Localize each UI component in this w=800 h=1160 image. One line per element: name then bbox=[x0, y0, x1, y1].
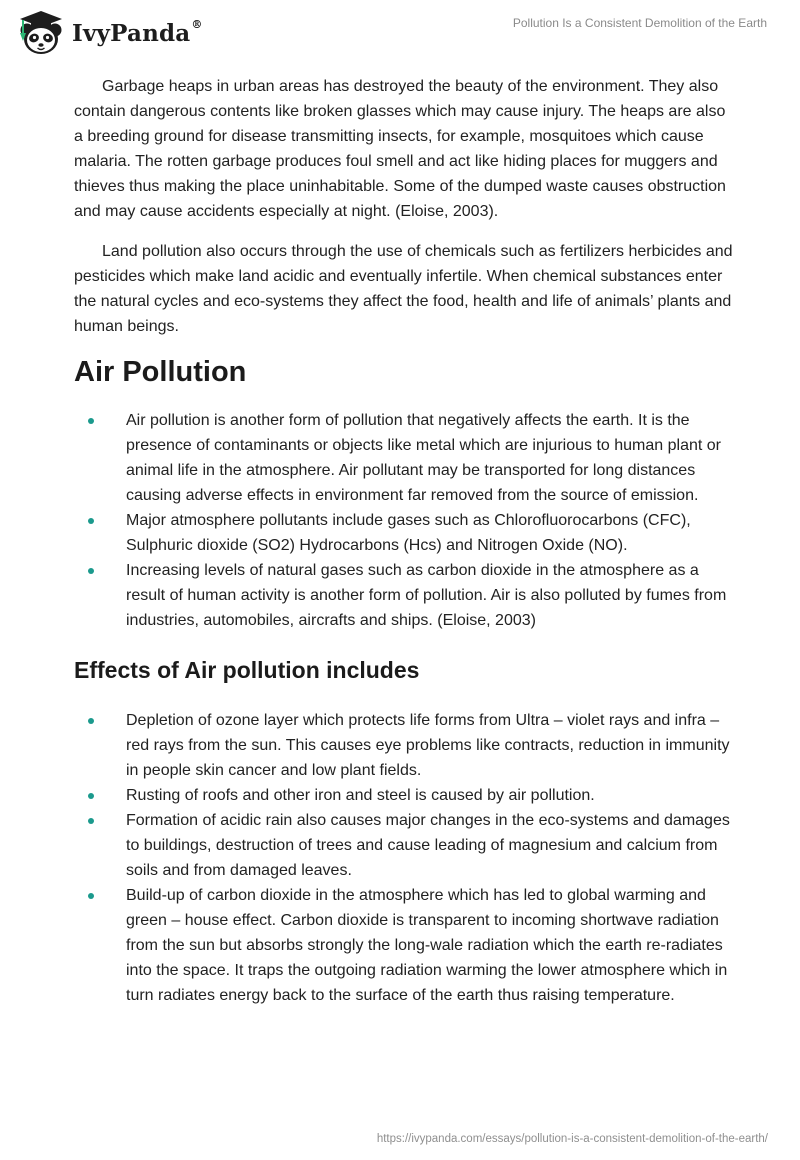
source-url-link[interactable]: https://ivypanda.com/essays/pollution-is-a-consistent-demolition-of-the-earth/ bbox=[376, 1133, 768, 1145]
list-item-text: Formation of acidic rain also causes major changes in the eco-systems and damages to buildings, destruction of trees and cause leading of magnesium and calcium from soils and from damaged leaves. bbox=[126, 812, 730, 879]
document-title: Pollution Is a Consistent Demolition of the Earth bbox=[512, 16, 767, 30]
bullet-icon bbox=[88, 418, 94, 424]
list-item bbox=[74, 808, 734, 883]
air-pollution-list bbox=[74, 408, 734, 633]
list-item bbox=[74, 708, 734, 783]
list-item bbox=[74, 783, 734, 808]
essay-content bbox=[74, 70, 734, 1008]
page-header bbox=[0, 0, 800, 64]
bullet-icon bbox=[88, 518, 94, 524]
list-item bbox=[74, 408, 734, 508]
bullet-icon bbox=[88, 793, 94, 799]
paragraph-land-pollution: Land pollution also occurs through the use of chemicals such as fertilizers herbicides and pesticides which make land acidic and eventually infertile. When chemical substances enter the natural cycles and eco-systems they affect the food, health and life of animals’ plants and human beings. bbox=[74, 243, 733, 335]
list-item-text: Depletion of ozone layer which protects life forms from Ultra – violet rays and infra – red rays from the sun. This causes eye problems like contracts, reduction in immunity in people skin cancer and low plant fields. bbox=[126, 712, 730, 779]
list-item bbox=[74, 883, 734, 1008]
heading-effects-of-air-pollution: Effects of Air pollution includes bbox=[74, 657, 420, 683]
effects-list bbox=[74, 708, 734, 1008]
bullet-icon bbox=[88, 818, 94, 824]
paragraph-garbage: Garbage heaps in urban areas has destroyed the beauty of the environment. They also contain dangerous contents like broken glasses which may cause injury. The heaps are also a breeding ground for disease transmitting insects, for example, mosquitoes which cause malaria. The rotten garbage produces foul smell and act like hiding places for muggers and thieves thus making the place uninhabitable. Some of the dumped waste causes obstruction and may cause accidents especially at night. (Eloise, 2003). bbox=[74, 78, 726, 220]
bullet-icon bbox=[88, 718, 94, 724]
list-item-text: Major atmosphere pollutants include gases such as Chlorofluorocarbons (CFC), Sulphuric dioxide (SO2) Hydrocarbons (Hcs) and Nitrogen Oxide (NO). bbox=[126, 512, 691, 554]
list-item-text: Increasing levels of natural gases such as carbon dioxide in the atmosphere as a result of human activity is another form of pollution. Air is also polluted by fumes from industries, automobiles, aircrafts and ships. (Eloise, 2003) bbox=[126, 562, 727, 629]
panda-graduate-icon bbox=[14, 8, 68, 58]
registered-mark: ® bbox=[191, 17, 203, 31]
brand-name: IvyPanda® bbox=[72, 17, 203, 47]
list-item bbox=[74, 508, 734, 558]
ivypanda-logo[interactable] bbox=[14, 8, 203, 58]
list-item-text: Rusting of roofs and other iron and steel is caused by air pollution. bbox=[126, 787, 595, 804]
bullet-icon bbox=[88, 893, 94, 899]
list-item bbox=[74, 558, 734, 633]
heading-air-pollution: Air Pollution bbox=[74, 356, 247, 388]
list-item-text: Build-up of carbon dioxide in the atmosphere which has led to global warming and green – house effect. Carbon dioxide is transparent to incoming shortwave radiation from the sun but absorbs strongly the long-wale radiation which the earth re-radiates into the space. It traps the outgoing radiation warming the lower atmosphere which in turn radiates energy back to the surface of the earth thus raising temperature. bbox=[126, 887, 728, 1004]
bullet-icon bbox=[88, 568, 94, 574]
list-item-text: Air pollution is another form of pollution that negatively affects the earth. It is the presence of contaminants or objects like metal which are injurious to human plant or animal life in the atmosphere. Air pollutant may be transported for long distances causing adverse effects in environment far removed from the source of emission. bbox=[126, 412, 721, 504]
